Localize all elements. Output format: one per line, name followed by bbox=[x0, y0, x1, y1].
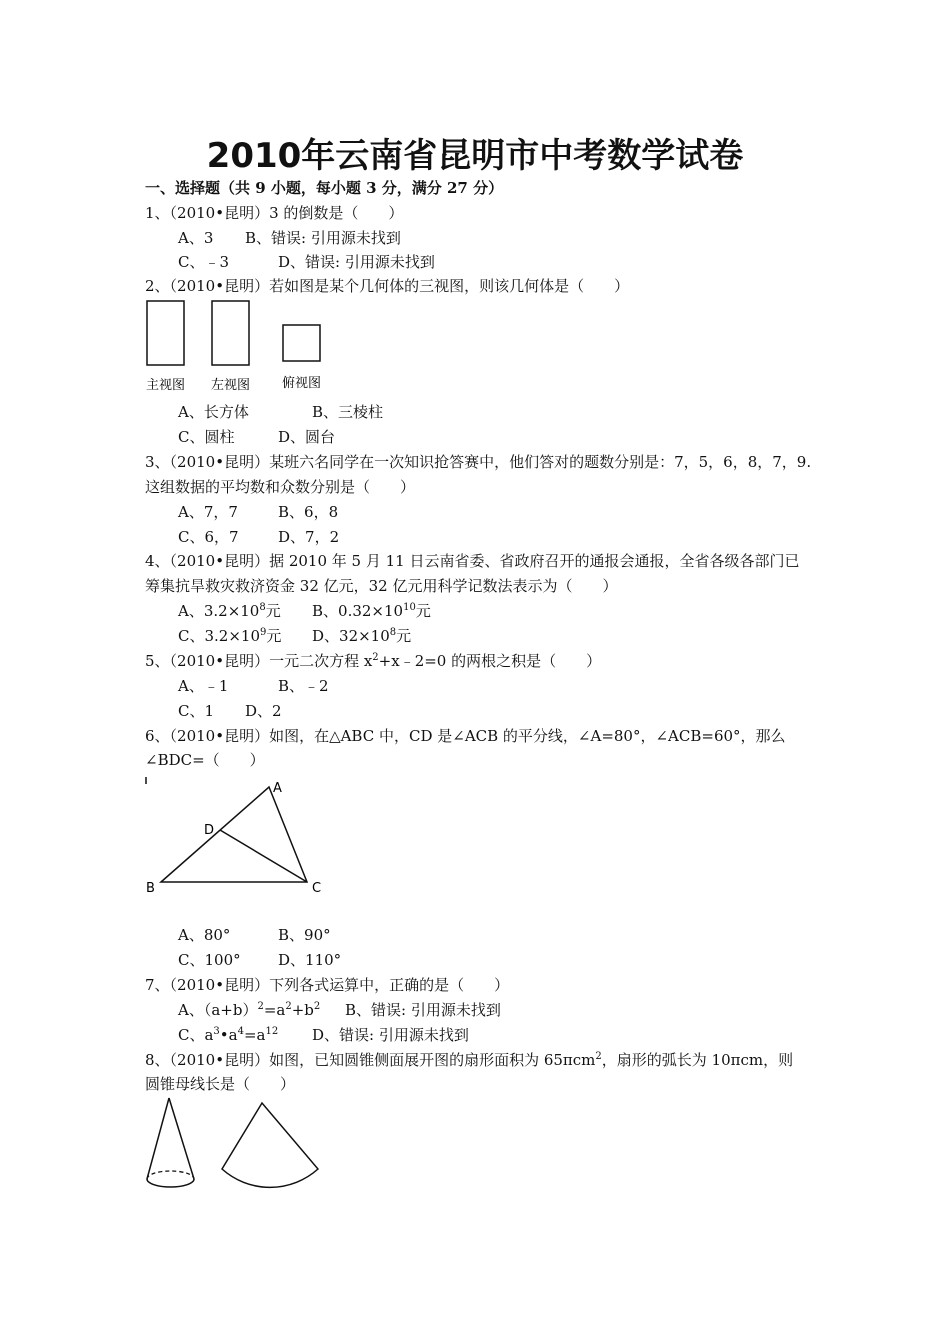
q2-option-c: C、圆柱 bbox=[178, 428, 235, 446]
question-6-stem-line2: ∠BDC=（ ） bbox=[145, 751, 265, 769]
question-3-stem-line1: 3、（2010•昆明）某班六名同学在一次知识抢答赛中，他们答对的题数分别是：7，5，6，8，7，9. bbox=[145, 453, 812, 471]
top-view-rect bbox=[283, 325, 320, 361]
front-view-rect bbox=[147, 301, 184, 365]
q3-option-c: C、6，7 bbox=[178, 528, 239, 546]
vertex-label-a: A bbox=[273, 781, 282, 796]
cone-base-back bbox=[147, 1171, 194, 1179]
q6-option-c: C、100° bbox=[178, 951, 241, 969]
side-view-label: 左视图 bbox=[211, 378, 251, 393]
top-view-label: 俯视图 bbox=[282, 376, 322, 391]
question-4-stem-line1: 4、（2010•昆明）据 2010 年 5 月 11 日云南省委、省政府召开的通报会通报，全省各级各部门已 bbox=[145, 552, 800, 570]
q1-option-c: C、﹣3 bbox=[178, 253, 230, 271]
q7-option-a: A、$(a+b)^2=a^2+b^2$ bbox=[178, 1001, 321, 1019]
vertex-label-b: B bbox=[146, 881, 155, 896]
q5-option-b: B、﹣2 bbox=[278, 677, 329, 695]
segment-cd bbox=[220, 830, 307, 882]
q7-option-b: B、错误: 引用源未找到 bbox=[345, 1001, 501, 1019]
q6-option-d: D、110° bbox=[278, 951, 342, 969]
question-8-stem-line1: 8、（2010•昆明）如图，已知圆锥侧面展开图的扇形面积为 65πcm$^2$，扇形的弧长为 10πcm，则 bbox=[145, 1051, 794, 1069]
q4-option-c: C、$3.2\times 10^9$元 bbox=[178, 627, 282, 645]
question-6-stem-line1: 6、（2010•昆明）如图，在△ABC 中，CD 是∠ACB 的平分线，∠A=80°，∠ACB=60°，那么 bbox=[145, 727, 786, 745]
vertex-label-d: D bbox=[204, 823, 215, 838]
section-heading: 一、选择题（共 9 小题，每小题 3 分，满分 27 分） bbox=[145, 179, 504, 197]
q4-option-b: B、$0.32\times 10^{10}$元 bbox=[312, 602, 431, 620]
front-view-label: 主视图 bbox=[146, 378, 186, 393]
q1-option-a: A、3 bbox=[178, 229, 214, 247]
q6-option-b: B、90° bbox=[278, 926, 331, 944]
question-7-stem: 7、（2010•昆明）下列各式运算中，正确的是（ ） bbox=[145, 976, 510, 994]
cone-figure bbox=[140, 1095, 330, 1200]
q1-option-d: D、错误: 引用源未找到 bbox=[278, 253, 435, 271]
question-5-stem: 5、（2010•昆明）一元二次方程 $x^2+x﹣2=0$ 的两根之积是（ ） bbox=[145, 652, 602, 670]
q5-option-c: C、1 bbox=[178, 702, 215, 720]
q4-option-d: D、$32\times 10^8$元 bbox=[312, 627, 412, 645]
three-views-figure bbox=[140, 296, 340, 396]
vertex-label-c: C bbox=[312, 881, 322, 896]
q4-option-a: A、$3.2\times 10^8$元 bbox=[178, 602, 281, 620]
triangle-figure bbox=[140, 772, 340, 902]
q2-option-d: D、圆台 bbox=[278, 428, 336, 446]
q7-option-c: C、$a^3•a^4=a^{12}$ bbox=[178, 1026, 279, 1044]
question-2-stem: 2、（2010•昆明）若如图是某个几何体的三视图，则该几何体是（ ） bbox=[145, 277, 630, 295]
q7-option-d: D、错误: 引用源未找到 bbox=[312, 1026, 469, 1044]
page-title: 2010年云南省昆明市中考数学试卷 bbox=[206, 136, 744, 176]
q3-option-d: D、7，2 bbox=[278, 528, 340, 546]
cone-base-front bbox=[147, 1179, 194, 1187]
q1-option-b: B、错误: 引用源未找到 bbox=[245, 229, 401, 247]
q5-option-a: A、﹣1 bbox=[178, 677, 229, 695]
q6-option-a: A、80° bbox=[178, 926, 231, 944]
q5-option-d: D、2 bbox=[245, 702, 282, 720]
q3-option-a: A、7，7 bbox=[178, 503, 238, 521]
question-4-stem-line2: 筹集抗旱救灾救济资金 32 亿元，32 亿元用科学记数法表示为（ ） bbox=[145, 577, 618, 595]
question-8-stem-line2: 圆锥母线长是（ ） bbox=[145, 1075, 296, 1093]
question-1-stem: 1、（2010•昆明）3 的倒数是（ ） bbox=[145, 204, 404, 222]
side-view-rect bbox=[212, 301, 249, 365]
q2-option-a: A、长方体 bbox=[178, 403, 249, 421]
q2-option-b: B、三棱柱 bbox=[312, 403, 384, 421]
sector-unfolded bbox=[222, 1103, 318, 1187]
q3-option-b: B、6，8 bbox=[278, 503, 339, 521]
triangle-abc bbox=[161, 787, 307, 882]
question-3-stem-line2: 这组数据的平均数和众数分别是（ ） bbox=[145, 478, 416, 496]
